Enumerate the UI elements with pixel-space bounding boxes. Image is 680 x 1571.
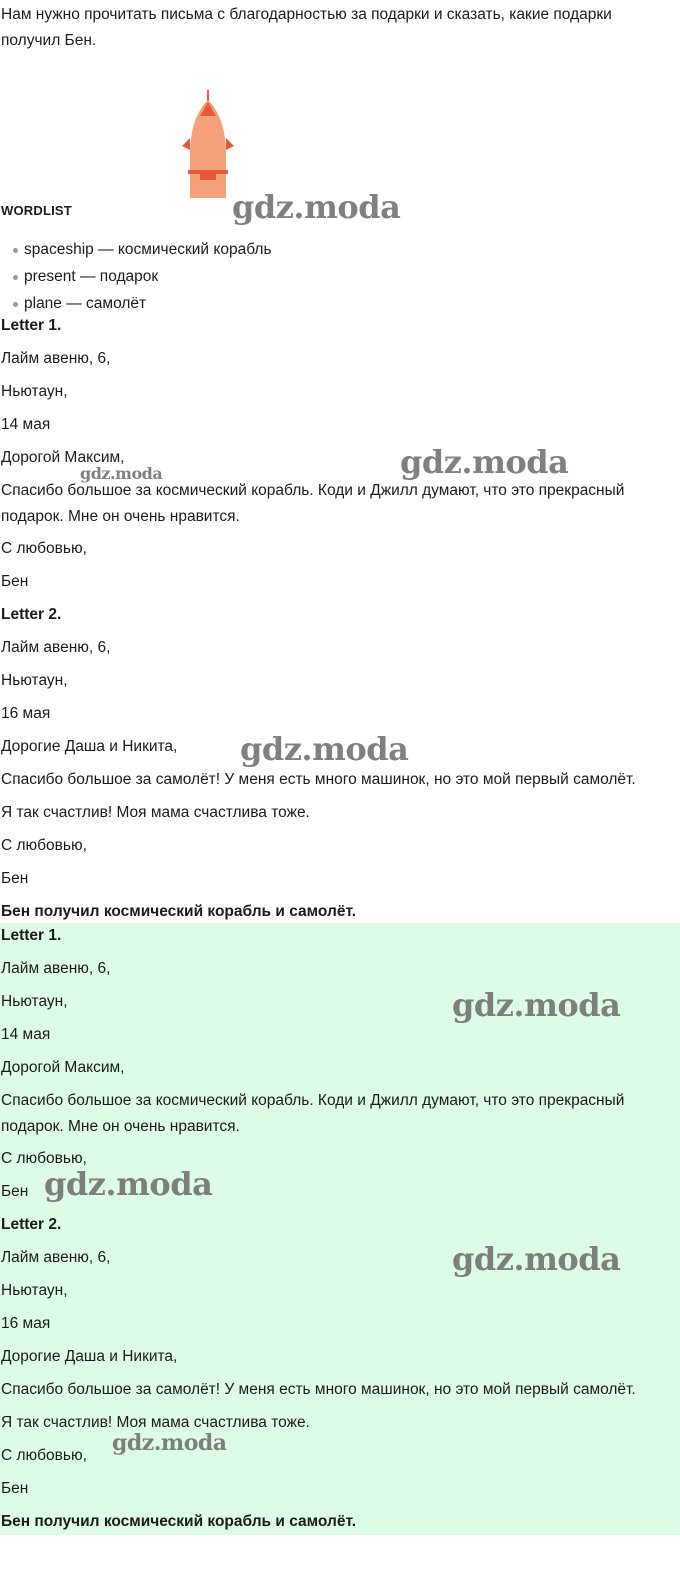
rocket-icon — [180, 90, 236, 202]
letter-2-street: Лайм авеню, 6, — [1, 1249, 111, 1266]
letter-2-town: Ньютаун, — [1, 1282, 68, 1299]
letter-2-town: Ньютаун, — [1, 672, 68, 689]
watermark: gdz.moda — [44, 1165, 213, 1203]
letter-2-greeting: Дорогие Даша и Никита, — [1, 1348, 178, 1365]
letter-1-signature: Бен — [1, 573, 29, 590]
letter-2-closing: С любовью, — [1, 1447, 87, 1464]
letter-1-date: 14 мая — [1, 416, 51, 433]
letter-1-title: Letter 1. — [1, 317, 62, 334]
letter-2-body-1: Спасибо большое за самолёт! У меня есть много машинок, но это мой первый самолёт. — [1, 771, 636, 788]
watermark: gdz.moda — [452, 986, 621, 1024]
list-item — [0, 263, 272, 290]
letter-1-greeting: Дорогой Максим, — [1, 1059, 125, 1076]
letter-2-body-2: Я так счастлив! Моя мама счастлива тоже. — [1, 804, 310, 821]
letter-2-date: 16 мая — [1, 705, 51, 722]
watermark: gdz.moda — [400, 443, 569, 481]
letter-1-closing: С любовью, — [1, 1150, 87, 1167]
conclusion: Бен получил космический корабль и самолёт. — [1, 1513, 356, 1530]
letter-2-signature: Бен — [1, 870, 29, 887]
letter-2-street: Лайм авеню, 6, — [1, 639, 111, 656]
watermark: gdz.moda — [452, 1240, 621, 1278]
answer-block — [0, 923, 680, 1535]
letter-2-greeting: Дорогие Даша и Никита, — [1, 738, 178, 755]
letter-2-date: 16 мая — [1, 1315, 51, 1332]
watermark: gdz.moda — [240, 730, 409, 768]
intro-text: Нам нужно прочитать письма с благодарностью за подарки и сказать, какие подарки получил Бен. — [1, 6, 612, 49]
watermark: gdz.moda — [112, 1430, 227, 1456]
wordlist-item-label: plane — самолёт — [24, 295, 147, 312]
wordlist-title: WORDLIST — [1, 203, 72, 218]
bullet-icon — [13, 302, 18, 307]
letter-1-body: Спасибо большое за космический корабль. Коди и Джилл думают, что это прекрасный подарок. Мне он очень нравится. — [1, 482, 625, 525]
letter-1-title: Letter 1. — [1, 927, 62, 944]
bullet-icon — [13, 275, 18, 280]
letter-2-title: Letter 2. — [1, 1216, 62, 1233]
wordlist-item-label: spaceship — космический корабль — [24, 241, 272, 258]
letter-2-signature: Бен — [1, 1480, 29, 1497]
letter-2-title: Letter 2. — [1, 606, 62, 623]
letter-2-body-2: Я так счастлив! Моя мама счастлива тоже. — [1, 1414, 310, 1431]
letter-1-closing: С любовью, — [1, 540, 87, 557]
letter-1-town: Ньютаун, — [1, 993, 68, 1010]
watermark: gdz.moda — [232, 188, 401, 226]
wordlist-item-label: present — подарок — [24, 268, 159, 285]
letter-1-greeting: Дорогой Максим, — [1, 449, 125, 466]
letter-2-closing: С любовью, — [1, 837, 87, 854]
letter-1-street: Лайм авеню, 6, — [1, 960, 111, 977]
wordlist — [0, 236, 272, 317]
letter-1-body: Спасибо большое за космический корабль. Коди и Джилл думают, что это прекрасный подарок. Мне он очень нравится. — [1, 1092, 625, 1135]
letter-1-street: Лайм авеню, 6, — [1, 350, 111, 367]
letter-2-body-1: Спасибо большое за самолёт! У меня есть много машинок, но это мой первый самолёт. — [1, 1381, 636, 1398]
watermark: gdz.moda — [80, 464, 163, 483]
list-item — [0, 236, 272, 263]
bullet-icon — [13, 248, 18, 253]
letter-1-town: Ньютаун, — [1, 383, 68, 400]
conclusion: Бен получил космический корабль и самолёт. — [1, 903, 356, 920]
letter-1-date: 14 мая — [1, 1026, 51, 1043]
letter-1-signature: Бен — [1, 1183, 29, 1200]
